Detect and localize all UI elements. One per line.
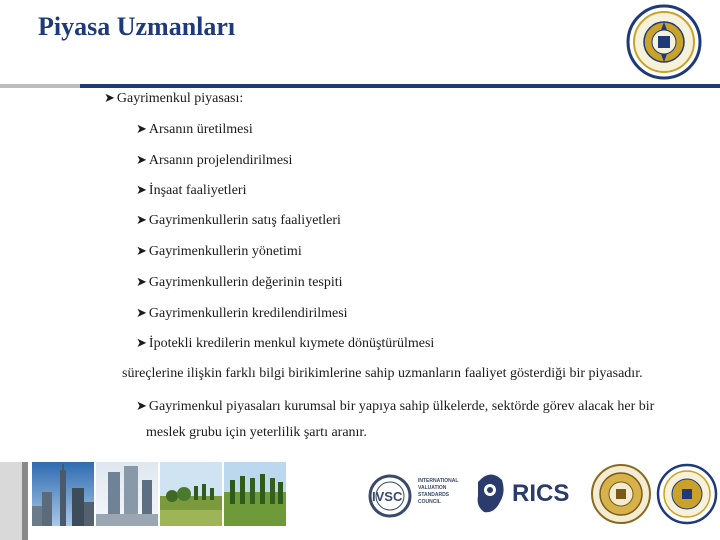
arrow-bullet-icon: ➤ (136, 121, 147, 136)
ivsc-caption-line: COUNCIL (418, 499, 441, 505)
arrow-bullet-icon: ➤ (136, 305, 147, 320)
header-rule-navy (80, 84, 720, 88)
arrow-bullet-icon: ➤ (136, 182, 147, 197)
list-item-text: Gayrimenkullerin değerinin tespiti (148, 275, 343, 290)
ivsc-caption (418, 478, 458, 506)
final-bullet (136, 398, 654, 415)
ivsc-caption-line: VALUATION (418, 485, 447, 491)
landscape-image (160, 462, 222, 526)
lion-emblem-icon (470, 462, 510, 526)
list-item-text: Gayrimenkullerin kredilendirilmesi (148, 306, 348, 321)
page-title: Piyasa Uzmanları (38, 12, 236, 41)
main-bullet-text: Gayrimenkul piyasası: (116, 91, 244, 106)
city-skyline-image (32, 462, 94, 526)
list-item (136, 305, 348, 322)
list-item-text: İnşaat faaliyetleri (148, 183, 247, 198)
list-item-text: Arsanın projelendirilmesi (148, 153, 293, 168)
rics-text: RICS (512, 480, 570, 507)
list-item-text: Gayrimenkullerin satış faaliyetleri (148, 213, 341, 228)
arrow-bullet-icon: ➤ (136, 398, 147, 413)
gold-seal-icon (590, 462, 652, 526)
university-seal-small-icon (656, 462, 718, 526)
university-seal-icon (626, 4, 702, 80)
arrow-bullet-icon: ➤ (136, 274, 147, 289)
list-item (136, 182, 246, 199)
final-bullet-text-line2: meslek grubu için yeterlilik şartı aranır. (146, 425, 367, 440)
footer-side-bar-dark (22, 462, 28, 540)
arrow-bullet-icon: ➤ (136, 152, 147, 167)
list-item (136, 274, 343, 291)
list-item (136, 152, 292, 169)
list-item (136, 335, 434, 352)
arrow-bullet-icon: ➤ (136, 243, 147, 258)
main-bullet (104, 90, 243, 107)
list-item-text: Gayrimenkullerin yönetimi (148, 244, 302, 259)
ivsc-text: IVSC (372, 489, 403, 504)
modern-towers-image (96, 462, 158, 526)
header-rule-grey (0, 84, 80, 88)
list-item (136, 243, 302, 260)
arrow-bullet-icon: ➤ (136, 212, 147, 227)
list-item (136, 121, 253, 138)
arrow-bullet-icon: ➤ (104, 90, 115, 105)
summary-text: süreçlerine ilişkin farklı bilgi birikimlerine sahip uzmanların faaliyet gösterdiği bir piyasadır. (122, 366, 643, 381)
ivsc-caption-line: STANDARDS (418, 492, 450, 498)
ivsc-caption-line: INTERNATIONAL (418, 478, 459, 484)
trees-image (224, 462, 286, 526)
footer-side-bar (0, 462, 24, 540)
ivsc-logo (366, 462, 462, 526)
rics-logo (470, 462, 582, 526)
final-bullet-text-line1: Gayrimenkul piyasaları kurumsal bir yapıya sahip ülkelerde, sektörde görev alacak her bir (148, 399, 655, 414)
list-item (136, 212, 341, 229)
list-item-text: İpotekli kredilerin menkul kıymete dönüştürülmesi (148, 336, 435, 351)
list-item-text: Arsanın üretilmesi (148, 122, 253, 137)
arrow-bullet-icon: ➤ (136, 335, 147, 350)
